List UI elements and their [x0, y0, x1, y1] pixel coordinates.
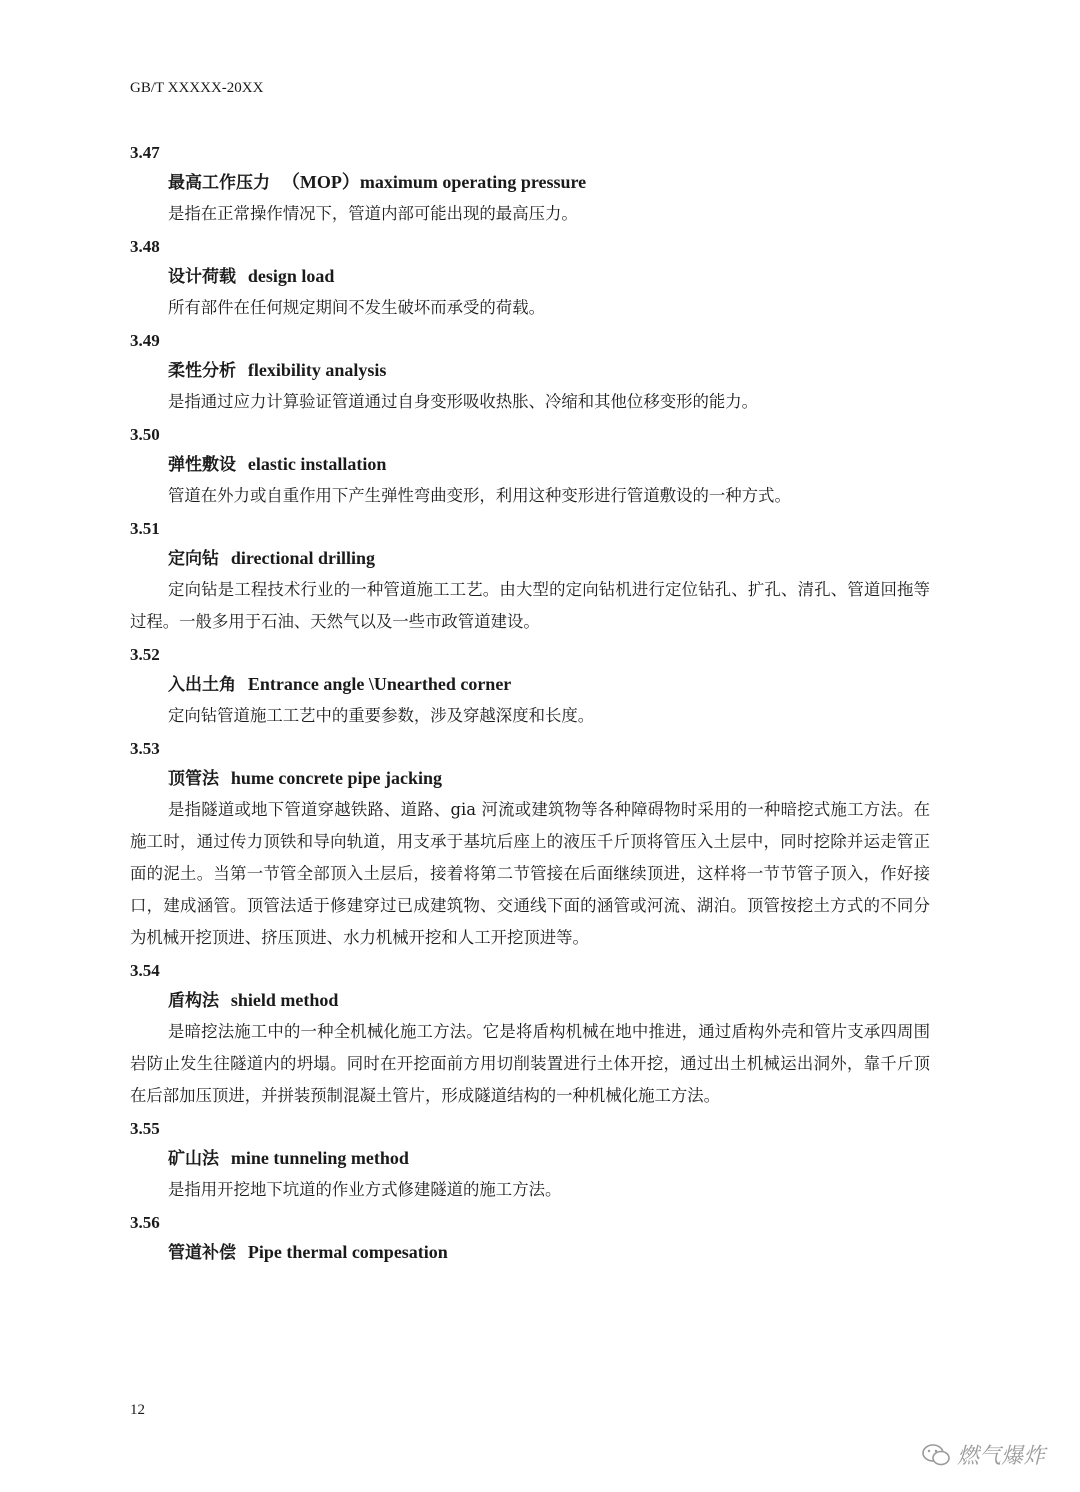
term-entry [130, 642, 930, 732]
term-entry [130, 140, 930, 230]
watermark-text: 燃气爆炸 [956, 1444, 1045, 1469]
term-definition: 是暗挖法施工中的一种全机械化施工方法。它是将盾构机械在地中推进，通过盾构外壳和管片支承四周围岩防止发生往隧道内的坍塌。同时在开挖面前方用切削装置进行土体开挖，通过出土机械运出洞外，靠千斤顶在后部加压顶进，并拼装预制混凝土管片，形成隧道结构的一种机械化施工方法。 [130, 1022, 930, 1105]
term-entry [130, 234, 930, 324]
term-english: design load [247, 266, 335, 286]
term-title [130, 448, 930, 480]
term-title [130, 354, 930, 386]
term-title [130, 166, 930, 198]
term-definition: 管道在外力或自重作用下产生弹性弯曲变形，利用这种变形进行管道敷设的一种方式。 [168, 486, 791, 505]
term-entry [130, 736, 930, 954]
term-title [130, 1142, 930, 1174]
term-english: mine tunneling method [230, 1148, 409, 1168]
term-number: 3.53 [130, 739, 160, 758]
term-number: 3.55 [130, 1119, 160, 1138]
term-definition: 所有部件在任何规定期间不发生破坏而承受的荷载。 [168, 298, 545, 317]
term-english: flexibility analysis [247, 360, 387, 380]
term-entry [130, 422, 930, 512]
term-chinese: 盾构法 [168, 991, 219, 1011]
term-number: 3.52 [130, 645, 160, 664]
term-number: 3.50 [130, 425, 160, 444]
term-chinese: 柔性分析 [168, 361, 236, 381]
term-title [130, 260, 930, 292]
term-english: elastic installation [247, 454, 387, 474]
term-entry [130, 1210, 930, 1268]
term-chinese: 矿山法 [168, 1149, 219, 1169]
term-definition: 定向钻是工程技术行业的一种管道施工工艺。由大型的定向钻机进行定位钻孔、扩孔、清孔、管道回拖等过程。一般多用于石油、天然气以及一些市政管道建设。 [130, 580, 930, 631]
term-entry [130, 328, 930, 418]
term-chinese: 顶管法 [168, 769, 219, 789]
term-chinese: 定向钻 [168, 549, 219, 569]
term-number: 3.48 [130, 237, 160, 256]
document-header: GB/T XXXXX-20XX [130, 80, 264, 96]
term-entry [130, 516, 930, 638]
term-english: Pipe thermal compesation [247, 1242, 448, 1262]
term-number: 3.47 [130, 143, 160, 162]
term-number: 3.56 [130, 1213, 160, 1232]
term-title [130, 762, 930, 794]
term-definition: 是指隧道或地下管道穿越铁路、道路、gia 河流或建筑物等各种障碍物时采用的一种暗挖式施工方法。在施工时，通过传力顶铁和导向轨道，用支承于基坑后座上的液压千斤顶将管压入土层中，同时挖除并运走管正面的泥土。当第一节管全部顶入土层后，接着将第二节管接在后面继续顶进，这样将一节节管子顶入，作好接口，建成涵管。顶管法适于修建穿过已成建筑物、交通线下面的涵管或河流、湖泊。顶管按挖土方式的不同分为机械开挖顶进、挤压顶进、水力机械开挖和人工开挖顶进等。 [130, 800, 930, 947]
term-english: directional drilling [230, 548, 376, 568]
wechat-icon [921, 1443, 951, 1467]
term-title [130, 668, 930, 700]
term-chinese: 最高工作压力 [168, 173, 270, 193]
term-chinese: 弹性敷设 [168, 455, 236, 475]
term-english: （MOP）maximum operating pressure [281, 172, 587, 192]
term-number: 3.49 [130, 331, 160, 350]
term-chinese: 入出土角 [168, 675, 236, 695]
term-title [130, 984, 930, 1016]
term-title [130, 542, 930, 574]
watermark [921, 1439, 1045, 1470]
term-english: shield method [230, 990, 339, 1010]
term-definition: 是指通过应力计算验证管道通过自身变形吸收热胀、冷缩和其他位移变形的能力。 [168, 392, 759, 411]
term-title [130, 1236, 930, 1268]
term-english: hume concrete pipe jacking [230, 768, 442, 788]
term-entry [130, 1116, 930, 1206]
term-definition: 定向钻管道施工工艺中的重要参数，涉及穿越深度和长度。 [168, 706, 595, 725]
term-list [130, 140, 930, 1268]
term-number: 3.51 [130, 519, 160, 538]
term-chinese: 管道补偿 [168, 1243, 236, 1263]
page-number: 12 [130, 1402, 145, 1418]
term-entry [130, 958, 930, 1112]
term-definition: 是指用开挖地下坑道的作业方式修建隧道的施工方法。 [168, 1180, 562, 1199]
term-number: 3.54 [130, 961, 160, 980]
term-definition: 是指在正常操作情况下，管道内部可能出现的最高压力。 [168, 204, 578, 223]
term-english: Entrance angle \Unearthed corner [247, 674, 512, 694]
term-chinese: 设计荷载 [168, 267, 236, 287]
